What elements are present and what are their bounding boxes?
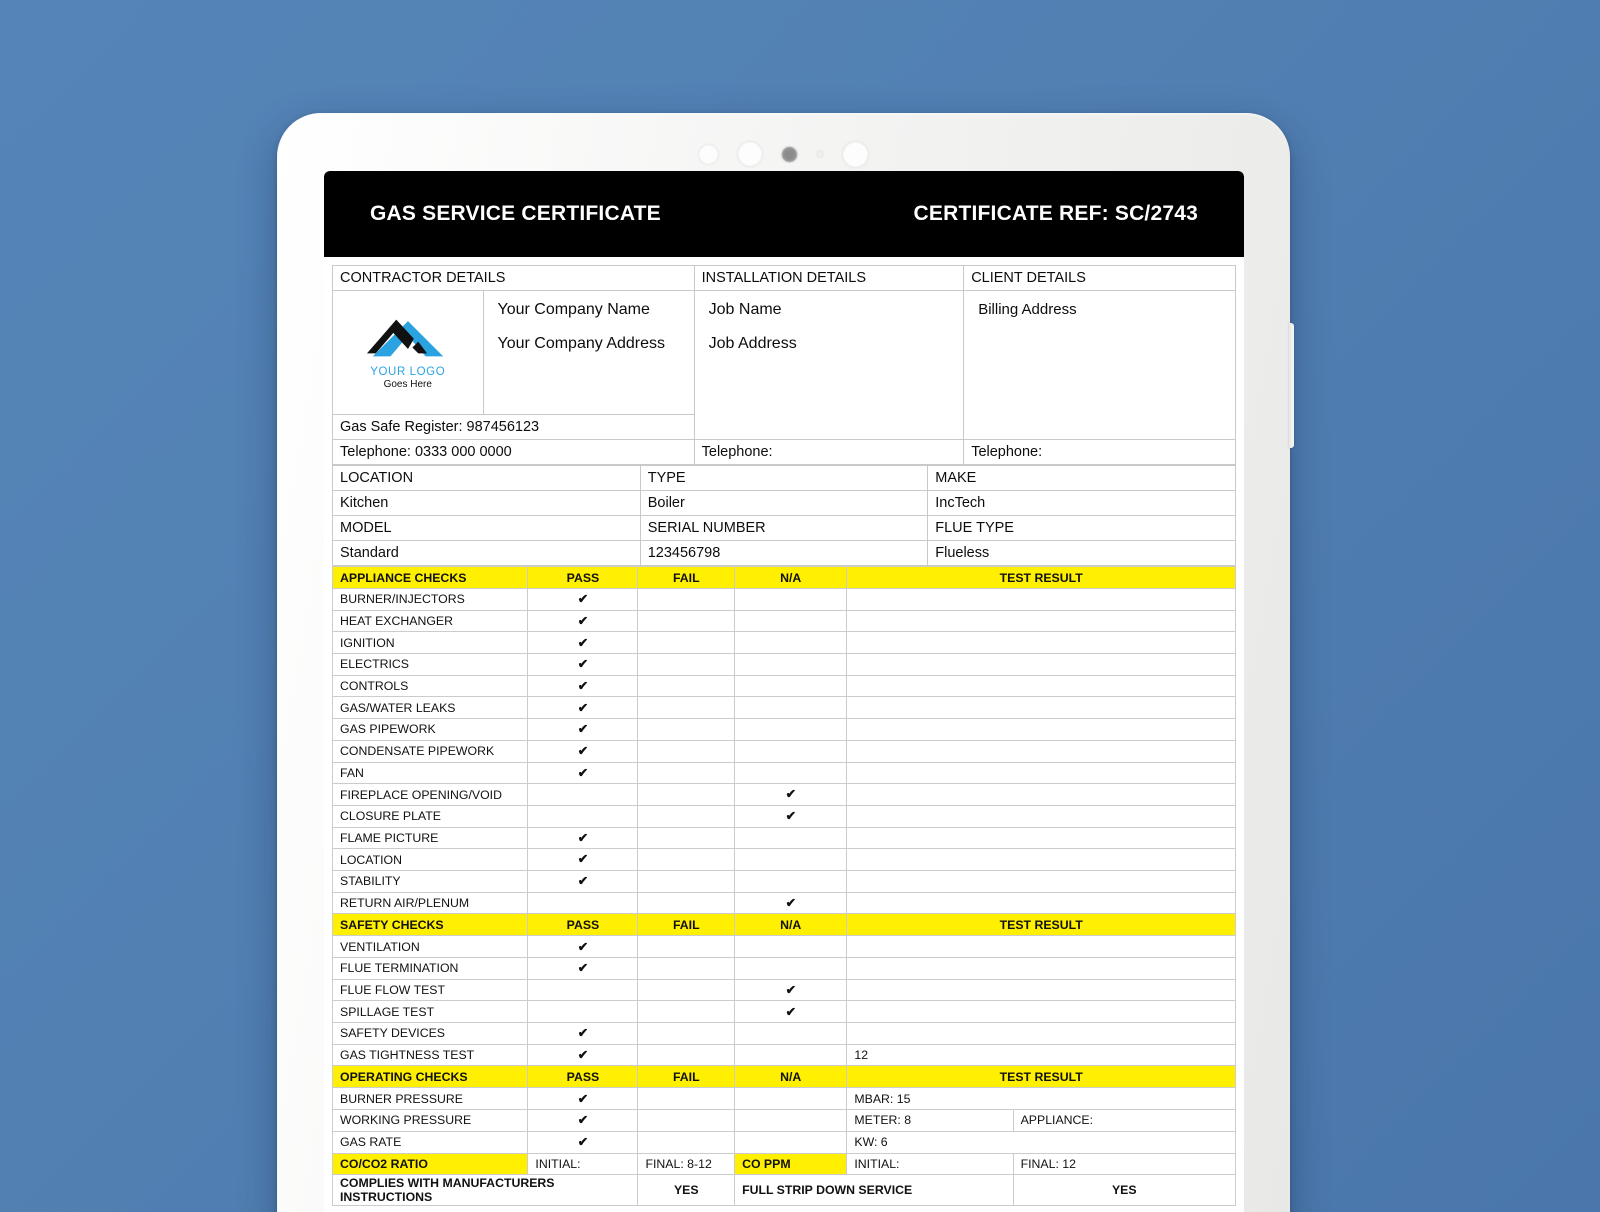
check-label: WORKING PRESSURE (333, 1110, 528, 1132)
certificate-document (324, 257, 1244, 1206)
check-fail-cell[interactable] (638, 1088, 735, 1110)
details-table (332, 265, 1236, 465)
check-result-cell[interactable] (847, 610, 1236, 632)
check-pass-cell[interactable]: ✔ (528, 762, 638, 784)
contractor-telephone-value[interactable]: Telephone: 0333 000 0000 (333, 440, 695, 465)
check-pass-cell[interactable] (528, 892, 638, 914)
check-fail-cell[interactable] (638, 632, 735, 654)
gas-safe-register-value[interactable]: Gas Safe Register: 987456123 (333, 415, 695, 440)
column-header-fail: FAIL (638, 567, 735, 589)
check-result-cell[interactable] (847, 870, 1236, 892)
check-label: STABILITY (333, 870, 528, 892)
front-camera-icon (843, 142, 868, 167)
company-name-value: Your Company Name (497, 301, 650, 318)
type-label: TYPE (640, 466, 928, 491)
check-row (333, 1044, 1236, 1066)
check-label: CLOSURE PLATE (333, 805, 528, 827)
check-fail-cell[interactable] (638, 849, 735, 871)
check-pass-cell[interactable]: ✔ (528, 1023, 638, 1045)
check-na-cell[interactable] (735, 1110, 847, 1132)
certificate-header (324, 171, 1244, 257)
page-title: GAS SERVICE CERTIFICATE (370, 202, 661, 225)
check-pass-cell[interactable]: ✔ (528, 1131, 638, 1153)
co-ppm-label: CO PPM (735, 1153, 847, 1175)
check-row (333, 870, 1236, 892)
complies-with-instructions-value[interactable]: YES (638, 1175, 735, 1206)
check-label: CONTROLS (333, 675, 528, 697)
check-label: FIREPLACE OPENING/VOID (333, 784, 528, 806)
check-pass-cell[interactable]: ✔ (528, 697, 638, 719)
appliance-value-row-1 (333, 491, 1236, 516)
check-row (333, 827, 1236, 849)
check-result-cell[interactable]: METER: 8 (847, 1110, 1013, 1132)
check-row (333, 719, 1236, 741)
check-na-cell[interactable] (735, 589, 847, 611)
check-fail-cell[interactable] (638, 697, 735, 719)
check-pass-cell[interactable]: ✔ (528, 1110, 638, 1132)
check-pass-cell[interactable]: ✔ (528, 1044, 638, 1066)
check-result-cell[interactable] (847, 719, 1236, 741)
tablet-screen (324, 171, 1244, 1212)
section-title: OPERATING CHECKS (333, 1066, 528, 1088)
column-header-pass: PASS (528, 567, 638, 589)
location-label: LOCATION (333, 466, 641, 491)
check-label: GAS TIGHTNESS TEST (333, 1044, 528, 1066)
check-fail-cell[interactable] (638, 740, 735, 762)
check-row (333, 589, 1236, 611)
check-label: FLUE FLOW TEST (333, 979, 528, 1001)
check-na-cell[interactable] (735, 1023, 847, 1045)
check-label: CONDENSATE PIPEWORK (333, 740, 528, 762)
check-label: FLUE TERMINATION (333, 958, 528, 980)
client-telephone-value[interactable]: Telephone: (964, 440, 1236, 465)
make-value[interactable]: IncTech (928, 491, 1236, 516)
co-ppm-initial-value[interactable]: INITIAL: (847, 1153, 1013, 1175)
check-fail-cell[interactable] (638, 1110, 735, 1132)
check-na-cell[interactable] (735, 675, 847, 697)
check-na-cell[interactable] (735, 958, 847, 980)
column-header-na: N/A (735, 914, 847, 936)
check-result-cell[interactable]: 12 (847, 1044, 1236, 1066)
check-pass-cell[interactable]: ✔ (528, 740, 638, 762)
microphone-icon (817, 151, 823, 157)
compliance-row (333, 1175, 1236, 1206)
check-na-cell[interactable]: ✔ (735, 979, 847, 1001)
check-na-cell[interactable] (735, 1088, 847, 1110)
check-label: IGNITION (333, 632, 528, 654)
check-na-cell[interactable] (735, 1131, 847, 1153)
check-row (333, 632, 1236, 654)
job-name-value: Job Name (708, 301, 782, 318)
check-pass-cell[interactable] (528, 979, 638, 1001)
check-label: SAFETY DEVICES (333, 1023, 528, 1045)
make-label: MAKE (928, 466, 1236, 491)
serial-number-label: SERIAL NUMBER (640, 516, 928, 541)
check-result-cell[interactable] (847, 589, 1236, 611)
check-pass-cell[interactable]: ✔ (528, 589, 638, 611)
check-row (333, 1088, 1236, 1110)
check-result-cell[interactable] (847, 958, 1236, 980)
telephone-row (333, 440, 1236, 465)
model-value[interactable]: Standard (333, 541, 641, 566)
check-row (333, 762, 1236, 784)
check-na-cell[interactable] (735, 762, 847, 784)
installation-address-cell[interactable] (694, 291, 964, 440)
check-row (333, 1131, 1236, 1153)
check-label: ELECTRICS (333, 654, 528, 676)
check-fail-cell[interactable] (638, 870, 735, 892)
co-co2-final-value[interactable]: FINAL: 8-12 (638, 1153, 735, 1175)
co-ppm-final-value[interactable]: FINAL: 12 (1013, 1153, 1235, 1175)
check-pass-cell[interactable]: ✔ (528, 654, 638, 676)
bezel-sensor-row (277, 141, 1290, 167)
contractor-details-heading: CONTRACTOR DETAILS (333, 266, 695, 291)
check-na-cell[interactable] (735, 740, 847, 762)
check-pass-cell[interactable]: ✔ (528, 870, 638, 892)
check-pass-cell[interactable]: ✔ (528, 1088, 638, 1110)
check-na-cell[interactable] (735, 610, 847, 632)
check-result-cell[interactable] (847, 849, 1236, 871)
check-na-cell[interactable]: ✔ (735, 1001, 847, 1023)
check-na-cell[interactable] (735, 936, 847, 958)
check-result-cell[interactable] (847, 632, 1236, 654)
complies-with-instructions-label: COMPLIES WITH MANUFACTURERS INSTRUCTIONS (333, 1175, 638, 1206)
details-heading-row (333, 266, 1236, 291)
check-row (333, 740, 1236, 762)
check-pass-cell[interactable]: ✔ (528, 719, 638, 741)
check-result-cell[interactable] (847, 740, 1236, 762)
location-value[interactable]: Kitchen (333, 491, 641, 516)
co-co2-initial-value[interactable]: INITIAL: (528, 1153, 638, 1175)
checks-table (332, 566, 1236, 1206)
check-label: VENTILATION (333, 936, 528, 958)
check-fail-cell[interactable] (638, 805, 735, 827)
check-row (333, 1023, 1236, 1045)
check-result-cell[interactable] (847, 1023, 1236, 1045)
check-result-cell[interactable] (847, 654, 1236, 676)
check-fail-cell[interactable] (638, 1023, 735, 1045)
co-co2-ratio-label: CO/CO2 RATIO (333, 1153, 528, 1175)
full-strip-down-service-label: FULL STRIP DOWN SERVICE (735, 1175, 1014, 1206)
check-na-cell[interactable] (735, 719, 847, 741)
check-label: SPILLAGE TEST (333, 1001, 528, 1023)
check-result-cell[interactable] (847, 827, 1236, 849)
check-label: GAS/WATER LEAKS (333, 697, 528, 719)
check-row (333, 979, 1236, 1001)
column-header-fail: FAIL (638, 914, 735, 936)
flue-type-value[interactable]: Flueless (928, 541, 1236, 566)
ambient-light-sensor-icon (782, 147, 797, 162)
logo-text-primary: YOUR LOGO (370, 365, 446, 378)
check-pass-cell[interactable] (528, 784, 638, 806)
check-pass-cell[interactable]: ✔ (528, 610, 638, 632)
check-fail-cell[interactable] (638, 610, 735, 632)
check-result-cell[interactable]: KW: 6 (847, 1131, 1236, 1153)
check-row (333, 892, 1236, 914)
check-pass-cell[interactable]: ✔ (528, 675, 638, 697)
column-header-test-result: TEST RESULT (847, 567, 1236, 589)
check-label: LOCATION (333, 849, 528, 871)
tablet-device (277, 113, 1290, 1212)
column-header-fail: FAIL (638, 1066, 735, 1088)
check-row (333, 936, 1236, 958)
column-header-pass: PASS (528, 914, 638, 936)
check-row (333, 805, 1236, 827)
section-title: APPLIANCE CHECKS (333, 567, 528, 589)
check-result-cell[interactable] (847, 936, 1236, 958)
check-pass-cell[interactable]: ✔ (528, 632, 638, 654)
check-pass-cell[interactable]: ✔ (528, 849, 638, 871)
camera-small-icon (699, 145, 718, 164)
mountain-logo-icon (364, 315, 452, 361)
certificate-reference: CERTIFICATE REF: SC/2743 (913, 202, 1198, 225)
check-pass-cell[interactable] (528, 805, 638, 827)
column-header-na: N/A (735, 1066, 847, 1088)
check-label: FAN (333, 762, 528, 784)
check-fail-cell[interactable] (638, 979, 735, 1001)
check-fail-cell[interactable] (638, 1131, 735, 1153)
check-row (333, 697, 1236, 719)
check-row (333, 654, 1236, 676)
check-row (333, 849, 1236, 871)
appliance-label-row-1 (333, 466, 1236, 491)
check-label: HEAT EXCHANGER (333, 610, 528, 632)
details-body-row (333, 291, 1236, 415)
check-na-cell[interactable] (735, 827, 847, 849)
check-fail-cell[interactable] (638, 958, 735, 980)
check-fail-cell[interactable] (638, 675, 735, 697)
check-fail-cell[interactable] (638, 784, 735, 806)
check-na-cell[interactable]: ✔ (735, 805, 847, 827)
check-na-cell[interactable]: ✔ (735, 892, 847, 914)
check-fail-cell[interactable] (638, 719, 735, 741)
check-pass-cell[interactable]: ✔ (528, 936, 638, 958)
check-na-cell[interactable] (735, 1044, 847, 1066)
check-na-cell[interactable] (735, 654, 847, 676)
appliance-identity-table (332, 465, 1236, 566)
check-result-cell[interactable] (847, 979, 1236, 1001)
check-row (333, 958, 1236, 980)
check-na-cell[interactable] (735, 697, 847, 719)
check-pass-cell[interactable]: ✔ (528, 958, 638, 980)
check-fail-cell[interactable] (638, 762, 735, 784)
client-details-heading: CLIENT DETAILS (964, 266, 1236, 291)
check-result-cell[interactable] (847, 697, 1236, 719)
section-header-row (333, 567, 1236, 589)
appliance-value-row-2 (333, 541, 1236, 566)
check-label: GAS RATE (333, 1131, 528, 1153)
billing-address-value: Billing Address (978, 301, 1077, 318)
camera-large-icon (738, 142, 762, 166)
check-result-cell[interactable] (847, 1001, 1236, 1023)
check-row (333, 1001, 1236, 1023)
section-header-row (333, 1066, 1236, 1088)
model-label: MODEL (333, 516, 641, 541)
check-fail-cell[interactable] (638, 936, 735, 958)
logo-text-secondary: Goes Here (383, 378, 432, 390)
check-na-cell[interactable]: ✔ (735, 784, 847, 806)
volume-button[interactable] (1289, 323, 1294, 448)
check-result-secondary-cell[interactable]: APPLIANCE: (1013, 1110, 1235, 1132)
section-header-row (333, 914, 1236, 936)
check-fail-cell[interactable] (638, 1001, 735, 1023)
full-strip-down-service-value[interactable]: YES (1013, 1175, 1235, 1206)
check-result-cell[interactable] (847, 762, 1236, 784)
check-row (333, 675, 1236, 697)
client-address-cell[interactable] (964, 291, 1236, 440)
check-result-cell[interactable] (847, 784, 1236, 806)
check-result-cell[interactable]: MBAR: 15 (847, 1088, 1236, 1110)
company-logo (333, 291, 484, 415)
company-address-value: Your Company Address (497, 335, 666, 352)
type-value[interactable]: Boiler (640, 491, 928, 516)
check-na-cell[interactable] (735, 870, 847, 892)
job-address-value: Job Address (708, 335, 797, 352)
check-fail-cell[interactable] (638, 1044, 735, 1066)
check-result-cell[interactable] (847, 892, 1236, 914)
column-header-na: N/A (735, 567, 847, 589)
check-label: RETURN AIR/PLENUM (333, 892, 528, 914)
check-fail-cell[interactable] (638, 589, 735, 611)
check-fail-cell[interactable] (638, 827, 735, 849)
column-header-test-result: TEST RESULT (847, 1066, 1236, 1088)
check-pass-cell[interactable] (528, 1001, 638, 1023)
co-ratio-row (333, 1153, 1236, 1175)
check-na-cell[interactable] (735, 849, 847, 871)
check-label: FLAME PICTURE (333, 827, 528, 849)
installation-telephone-value[interactable]: Telephone: (694, 440, 964, 465)
check-pass-cell[interactable]: ✔ (528, 827, 638, 849)
appliance-label-row-2 (333, 516, 1236, 541)
check-row (333, 1110, 1236, 1132)
check-fail-cell[interactable] (638, 892, 735, 914)
section-title: SAFETY CHECKS (333, 914, 528, 936)
installation-details-heading: INSTALLATION DETAILS (694, 266, 964, 291)
check-row (333, 784, 1236, 806)
check-na-cell[interactable] (735, 632, 847, 654)
check-result-cell[interactable] (847, 805, 1236, 827)
check-label: BURNER/INJECTORS (333, 589, 528, 611)
check-fail-cell[interactable] (638, 654, 735, 676)
flue-type-label: FLUE TYPE (928, 516, 1236, 541)
contractor-address-cell[interactable] (483, 291, 694, 415)
column-header-test-result: TEST RESULT (847, 914, 1236, 936)
check-row (333, 610, 1236, 632)
check-label: GAS PIPEWORK (333, 719, 528, 741)
column-header-pass: PASS (528, 1066, 638, 1088)
serial-number-value[interactable]: 123456798 (640, 541, 928, 566)
check-label: BURNER PRESSURE (333, 1088, 528, 1110)
check-result-cell[interactable] (847, 675, 1236, 697)
